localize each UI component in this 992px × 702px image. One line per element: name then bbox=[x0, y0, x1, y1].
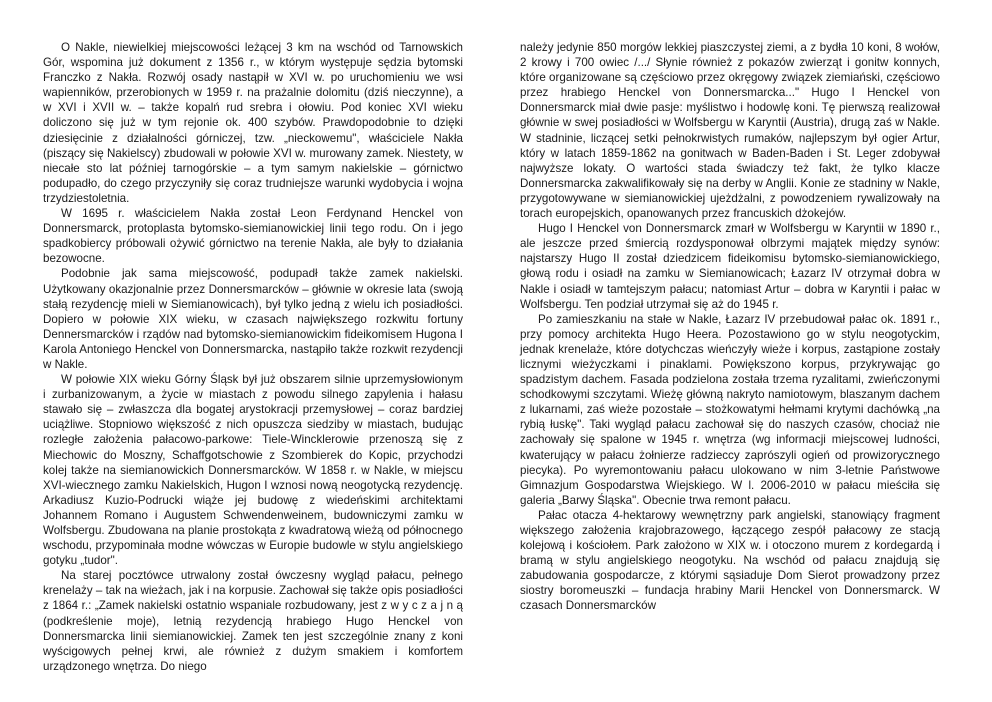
paragraph: Po zamieszkaniu na stałe w Nakle, Łazarz IV przebudował pałac ok. 1891 r., przy pomocy architekta Hugo Heera. Pozostawiono go w stylu neogotyckim, jednak krenelaże, które dotychczas wieńczyły wieże i korpus, zastąpione zostały licznymi wieżyczkami i pinaklami. Powiększono korpus, przykrywając go spadzistym dachem. Fasada podzielona została trzema ryzalitami, zwieńczonymi schodkowymi szczytami. Wieżę główną nakryto namiotowym, blaszanym dachem z lukarnami, zaś wieże pozostałe – stożkowatymi hełmami krytymi dachówką „na rybią łuskę". Taki wygląd pałacu zachował się do naszych czasów, chociaż nie zachowały się spalone w 1945 r. wnętrza (wg informacji miejscowej ludności, kwaterujący w pałacu żołnierze radzieccy zaprószyli ogień od prowizorycznego piecyka). Po wyremontowaniu pałacu ulokowano w nim 3-letnie Państwowe Gimnazjum Gospodarstwa Wiejskiego. W l. 2006-2010 w pałacu mieściła się galeria „Barwy Śląska". Obecnie trwa remont pałacu. bbox=[520, 312, 940, 507]
paragraph: W połowie XIX wieku Górny Śląsk był już obszarem silnie uprzemysłowionym i zurbanizowanym, a życie w miastach z powodu silnego zapylenia i hałasu stawało się – zwłaszcza dla bogatej arystokracji przemysłowej – coraz bardziej uciążliwe. Stopniowo większość z nich opuszcza siedziby w miastach, budując rozległe założenia pałacowo-parkowe: Tiele-Wincklerowie przenoszą się z Miechowic do Moszny, Schaffgotschowie z Szombierek do Kopic, przychodzi kolej także na siemianowickich Donnersmarcków. W 1858 r. w Nakle, w miejscu XVI-wiecznego zamku Nakielskich, Hugon I wznosi nową neogotycką rezydencję. Arkadiusz Kuzio-Podrucki wiąże jej budowę z wiedeńskimi architektami Johannem Romano i Augustem Schwendenweinem, budowniczymi zamku w Wolfsbergu. Zbudowana na planie prostokąta z kwadratową wieżą od północnego wschodu, przypominała modne wówczas w Europie budowle w stylu angielskiego gotyku „tudor". bbox=[43, 373, 463, 568]
paragraph: W 1695 r. właścicielem Nakła został Leon Ferdynand Henckel von Donnersmarck, protoplasta bytomsko-siemianowickiej linii tego rodu. On i jego spadkobiercy próbowali ożywić górnictwo na terenie Nakła, ale były to działania bezowocne. bbox=[43, 207, 463, 266]
left-column bbox=[43, 40, 463, 674]
paragraph: Pałac otacza 4-hektarowy wewnętrzny park angielski, stanowiący fragment większego założenia krajobrazowego, łączącego zespół pałacowy ze stacją kolejową i kościołem. Park założono w XIX w. i otoczono murem z kordegardą i bramą w stylu angielskiego neogotyku. Na wschód od pałacu znajdują się zabudowania gospodarcze, z którymi sąsiaduje Dom Sierot prowadzony przez siostry boromeuszki – fundacja hrabiny Marii Henckel von Donnersmarck. W czasach Donnersmarcków bbox=[520, 508, 940, 613]
paragraph: Podobnie jak sama miejscowość, podupadł także zamek nakielski. Użytkowany okazjonalnie przez Donnersmarcków – głównie w okresie lata (swoją stałą rezydencję mieli w Siemianowicach), był tylko jedną z wielu ich posiadłości. Dopiero w połowie XIX wieku, w czasach największego rozkwitu fortuny Dennersmarcków i rządów nad bytomsko-siemianowickim fideikomisem Hugona I Karola Antoniego Henckel von Donnersmarcka, nastąpiło także rozkwit rezydencji w Nakle. bbox=[43, 267, 463, 371]
paragraph: O Nakle, niewielkiej miejscowości leżącej 3 km na wschód od Tarnowskich Gór, wspomina już dokument z 1356 r., w którym występuje sędzia bytomski Franczko z Nakła. Rozwój osady nastąpił w XVI w. po uruchomieniu we wsi wapienników, przerobionych w 1959 r. na prażalnie dolomitu (dziś nieczynne), a w XVI i XVII w. – także kopalń rud srebra i ołowiu. Pod koniec XVI wieku doliczono się już w tym rejonie ok. 400 szybów. Prawdopodobnie to dzięki dziesięcinie z działalności górniczej, tzw. „nieckowemu", właściciele Nakła (piszący się Nakielscy) zbudowali w połowie XVI w. murowany zamek. Niestety, w niecałe sto lat później tarnogórskie – a tym samym nakielskie – górnictwo podupadło, do czego przyczyniły się coraz trudniejsze warunki wydobycia i wojna trzydziestoletnia. bbox=[43, 41, 463, 205]
paragraph-continuation: należy jedynie 850 morgów lekkiej piaszczystej ziemi, a z bydła 10 koni, 8 wołów, 2 krowy i 700 owiec /.../ Słynie również z pokazów zwierząt i gonitw konnych, które organizowane są częściowo przez okręgowy związek ziemiański, częściowo przez hrabiego Henckel von Donnersmarcka..." Hugo I Henckel von Donnersmarck miał dwie pasje: myślistwo i hodowlę koni. Tę pierwszą realizował głównie w swej posiadłości w Wolfsbergu w Karyntii (Austria), drugą zaś w Nakle. W stadninie, liczącej setki pełnokrwistych rumaków, najlepszym był ogier Artur, który w latach 1859-1862 na gonitwach w Baden-Baden i St. Leger zdobywał najwyższe lokaty. O wartości stada świadczy też fakt, że tylko klacze Donnersmarcka zakwalifikowały się na derby w Anglii. Konie ze stadniny w Nakle, przygotowywane w siemianowickiej ujeżdżalni, z powodzeniem rywalizowały na torach europejskich, opanowanych przez francuskich dżokejów. bbox=[520, 41, 940, 221]
right-column bbox=[520, 40, 940, 614]
paragraph: Hugo I Henckel von Donnersmarck zmarł w Wolfsbergu w Karyntii w 1890 r., ale jeszcze przed śmiercią rozdysponował olbrzymi majątek między synów: najstarszy Hugo II został dziedzicem fideikomisu bytomsko-siemianowickiego, głową rodu i osiadł na zamku w Siemianowicach; Łazarz IV otrzymał dobra w Nakle i osiadł w tamtejszym pałacu; natomiast Artur – dobra w Karyntii i pałac w Wolfsbergu. Ten podział utrzymał się aż do 1945 r. bbox=[520, 222, 940, 311]
paragraph: Na starej pocztówce utrwalony został ówczesny wygląd pałacu, pełnego krenelaży – tak na wieżach, jak i na korpusie. Zachował się także opis posiadłości z 1864 r.: „Zamek nakielski ostatnio wspaniale rozbudowany, jest z w y c z a j n ą (podkreślenie moje), letnią rezydencją hrabiego Hugo Henckel von Donnersmarcka linii siemianowickiej. Zamek ten jest szczególnie znany z koni wyścigowych pełnej krwi, ale również z dużym smakiem i komfortem urządzonego wnętrza. Do niego bbox=[43, 569, 463, 673]
